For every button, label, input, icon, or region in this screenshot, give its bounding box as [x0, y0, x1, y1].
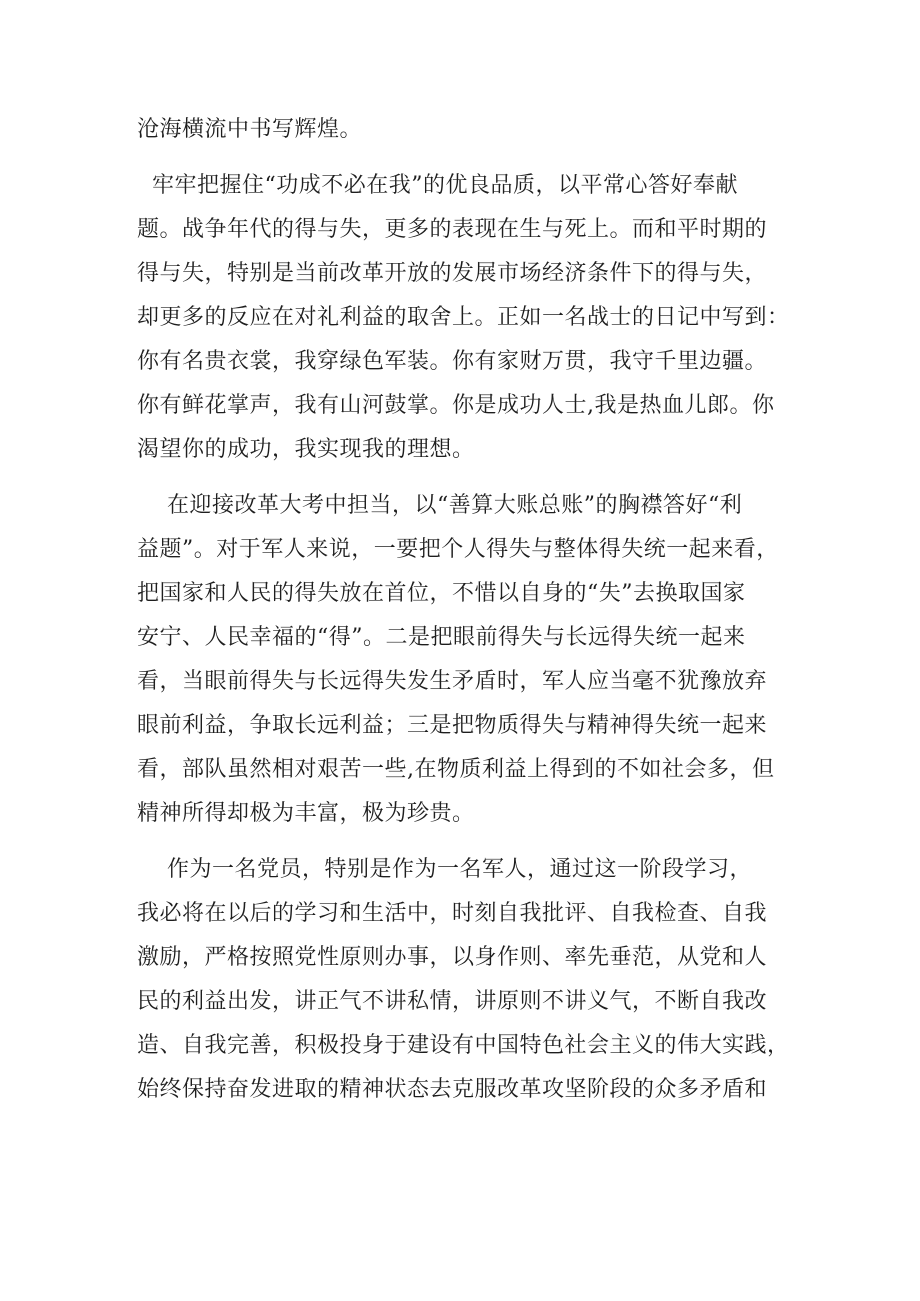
text-line: 民的利益出发，讲正气不讲私情，讲原则不讲义气，不断自我改: [137, 989, 768, 1014]
paragraph-4: [137, 848, 797, 1112]
text-line: 题。战争年代的得与失，更多的表现在生与死上。而和平时期的: [137, 217, 768, 242]
text-line: 你有名贵衣裳，我穿绿色军装。你有家财万贯，我守千里边疆。: [137, 349, 768, 374]
text-line: 却更多的反应在对礼利益的取舍上。正如一名战士的日记中写到：: [137, 305, 790, 330]
document-body: [137, 108, 797, 1112]
text-line: 看，当眼前得失与长远得失发生矛盾时，军人应当毫不犹豫放弃: [137, 669, 768, 694]
text-line: 牢牢把握住“功成不必在我”的优良品质，以平常心答好奉献: [137, 173, 738, 198]
text-line: 眼前利益，争取长远利益；三是把物质得失与精神得失统一起来: [137, 713, 768, 738]
text-line: 渴望你的成功，我实现我的理想。: [137, 437, 475, 462]
paragraph-3: [137, 484, 797, 836]
text-line: 得与失，特别是当前改革开放的发展市场经济条件下的得与失，: [137, 261, 768, 286]
text-line: 作为一名党员，特别是作为一名军人，通过这一阶段学习，: [137, 857, 752, 882]
text-line: 激励，严格按照党性原则办事，以身作则、率先垂范，从党和人: [137, 945, 768, 970]
text-line: 安宁、人民幸福的“得”。二是把眼前得失与长远得失统一起来: [137, 625, 746, 650]
text-line: 看，部队虽然相对艰苦一些,在物质利益上得到的不如社会多，但: [137, 757, 775, 782]
text-line: 我必将在以后的学习和生活中，时刻自我批评、自我检查、自我: [137, 901, 768, 926]
text-line: 你有鲜花掌声，我有山河鼓掌。你是成功人士,我是热血儿郎。你: [137, 393, 775, 418]
paragraph-1: [137, 108, 797, 152]
text-line: 始终保持奋发进取的精神状态去克服改革攻坚阶段的众多矛盾和: [137, 1077, 768, 1102]
text-line: 造、自我完善，积极投身于建设有中国特色社会主义的伟大实践，: [137, 1033, 790, 1058]
text-line: 把国家和人民的得失放在首位，不惜以自身的“失”去换取国家: [137, 581, 746, 606]
text-line: 在迎接改革大考中担当，以“善算大账总账”的胸襟答好“利: [137, 493, 743, 518]
text-line: 益题”。对于军人来说，一要把个人得失与整体得失统一起来看，: [137, 537, 779, 562]
text-line: 精神所得却极为丰富，极为珍贵。: [137, 801, 475, 826]
paragraph-2: [137, 164, 797, 472]
text-line: 沧海横流中书写辉煌。: [137, 117, 363, 142]
